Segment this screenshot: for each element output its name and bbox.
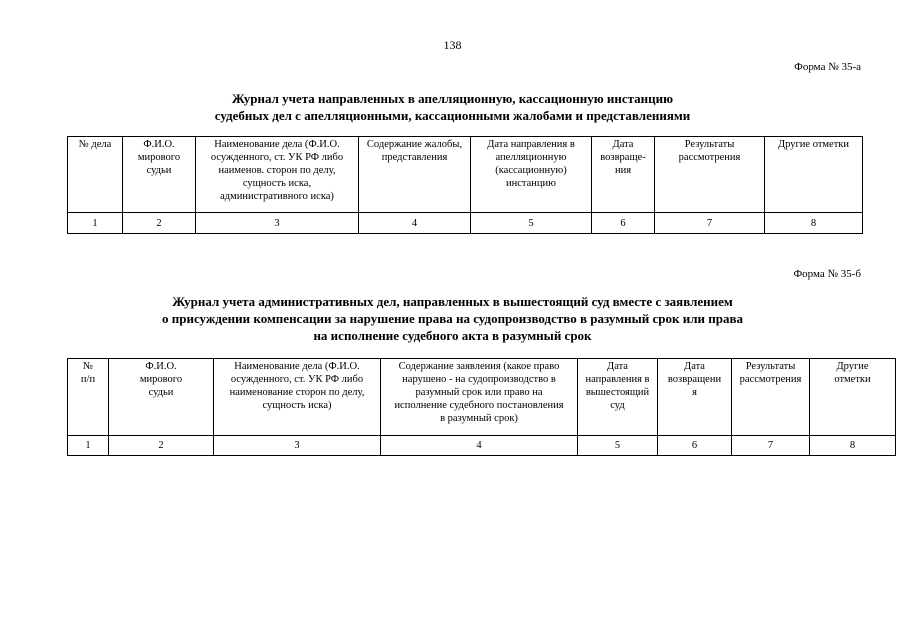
form-35b-title-line: Журнал учета административных дел, направленных в вышестоящий суд вместе с заявлением [172,294,733,309]
table-header-row [68,137,863,213]
table-row [68,213,863,234]
column-number: 5 [471,213,592,234]
column-header-return-date: Дата возвраще- ния [592,137,655,213]
page-number: 138 [443,38,462,52]
column-header-results: Результаты рассмотрения [732,359,810,436]
column-number: 6 [658,436,732,456]
column-number: 4 [359,213,471,234]
column-number: 2 [123,213,196,234]
column-number: 8 [765,213,863,234]
column-header-application-content: Содержание заявления (какое право нарушено - на судопроизводство в разумный срок или право на исполнение судебного постановления в разумный срок) [381,359,578,436]
column-header-judge-name: Ф.И.О. мирового судьи [109,359,214,436]
form-35a-table [67,136,863,234]
column-number: 3 [196,213,359,234]
column-header-case-name: Наименование дела (Ф.И.О. осужденного, ст. УК РФ либо наименов. сторон по делу, сущность иска, административного иска) [196,137,359,213]
column-header-results: Результаты рассмотрения [655,137,765,213]
column-number: 7 [732,436,810,456]
form-35b-table [67,358,896,456]
column-number: 1 [68,213,123,234]
column-header-complaint-content: Содержание жалобы, представления [359,137,471,213]
form-35b-title [0,293,905,344]
table-header-row [68,359,896,436]
column-number: 6 [592,213,655,234]
column-header-sent-date: Дата направления в апелляционную (кассационную) инстанцию [471,137,592,213]
column-header-case-name: Наименование дела (Ф.И.О. осужденного, ст. УК РФ либо наименование сторон по делу, сущность иска) [214,359,381,436]
table-row [68,436,896,456]
form-35a-title-line: судебных дел с апелляционными, кассационными жалобами и представлениями [214,108,691,123]
column-header-sent-date: Дата направления в вышестоящий суд [578,359,658,436]
form-35b-title-line: на исполнение судебного акта в разумный срок [313,328,592,343]
column-number: 2 [109,436,214,456]
column-number: 4 [381,436,578,456]
form-35b-label: Форма № 35-б [793,268,861,280]
column-number: 7 [655,213,765,234]
form-35b-title-line: о присуждении компенсации за нарушение права на судопроизводство в разумный срок или права [162,311,743,326]
form-35a-title [0,90,905,124]
column-number: 1 [68,436,109,456]
column-header-other-notes: Другие отметки [765,137,863,213]
form-35a-title-line: Журнал учета направленных в апелляционную, кассационную инстанцию [231,91,674,106]
form-35a-label: Форма № 35-а [794,61,861,73]
column-header-return-date: Дата возвращени я [658,359,732,436]
column-number: 5 [578,436,658,456]
column-header-case-number: № дела [68,137,123,213]
column-header-other-notes: Другие отметки [810,359,896,436]
column-number: 8 [810,436,896,456]
column-number: 3 [214,436,381,456]
column-header-row-number: № п/п [68,359,109,436]
column-header-judge-name: Ф.И.О. мирового судьи [123,137,196,213]
